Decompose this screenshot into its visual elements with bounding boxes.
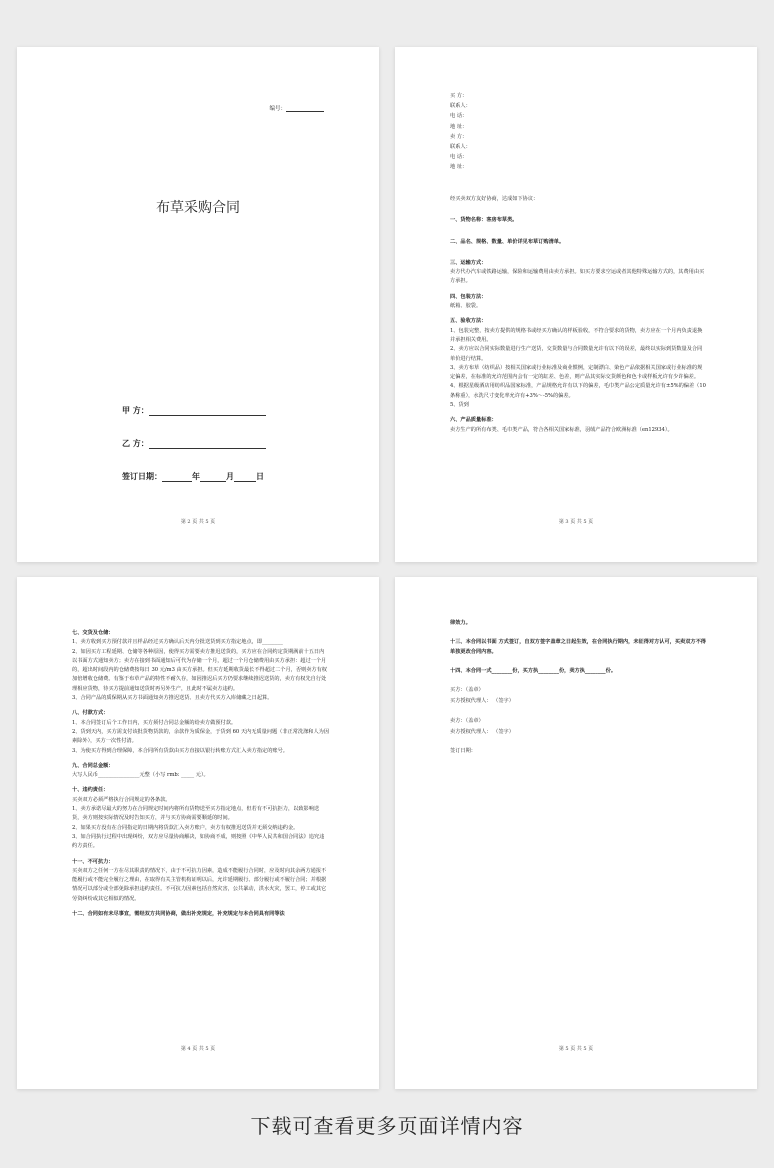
clause: 3、为使买方得到合理保障，本合同所有货款由买方直接以银行转账方式汇入卖方指定的账号。 bbox=[72, 747, 288, 754]
section-heading: 十、违约责任： bbox=[72, 787, 109, 794]
section-heading: 三、运输方式： bbox=[450, 259, 487, 266]
section-heading: 十一、不可抗力： bbox=[72, 858, 114, 865]
info-row: 地 址： bbox=[450, 164, 468, 171]
contract-body bbox=[450, 619, 707, 757]
buyer-representative: 买方授权代理人： （签字） bbox=[450, 698, 514, 705]
contract-page-5 bbox=[395, 577, 757, 1089]
section-body: 大写人民币________________元整（小写 rmb: _____ 元）。 bbox=[72, 772, 209, 779]
section-body: 纸箱、胶袋。 bbox=[450, 303, 482, 310]
buyer-seal: 买方：（盖章） bbox=[450, 687, 484, 694]
section-heading: 十二、合同如有未尽事宜，需经双方共同协商，做出补充规定，补充规定与本合同具有同等法 bbox=[72, 911, 285, 918]
page-title: 布草采购合同 bbox=[156, 200, 240, 216]
contract-number: 编号： bbox=[269, 104, 324, 112]
clause: 1、包装完整，按卖方提供的规格书或经买方确认的样板验收，不符合要求的货物，卖方应在一个月内负责退换并承担相关费用。 bbox=[450, 327, 703, 343]
clause: 3、合同产品的质保期从买方书面通知卖方推迟送货、且卖方代买方入库储藏之日起算。 bbox=[72, 695, 273, 702]
section-body: 卖方生产的所有布类、毛巾类产品，符合各相关国家标准，羽绒产品符合欧洲标准（en12934）。 bbox=[450, 426, 673, 433]
party-b-blank bbox=[149, 440, 266, 449]
clause: 2、货到天内，买方需支付该批货物货款的，余款作为质保金，于货到 60 天内无质量问题（非正常洗涤和人为因素除外），买方一次性付清。 bbox=[72, 728, 330, 745]
info-row: 地 址： bbox=[450, 123, 468, 130]
intro-text: 经买卖双方友好协商，达成如下协议： bbox=[450, 196, 539, 202]
clause: 4、根据星级酒店用纺织品国家标准，产品规格允许有以下的偏差，毛巾类产品公定质量允许有±5%的偏差（10条称重），水洗尺寸变化率允许有+3%～-5%的偏差。 bbox=[450, 383, 706, 399]
contract-page-3 bbox=[395, 47, 757, 562]
clause: 1、卖方承诺尽最大的努力在合同规定时间内将所有货物送至买方指定地点，但若有不可抗拒力，以致影响送货，卖方则按实际情况及时告知买方，并与买方协商需要顺延的时间。 bbox=[72, 806, 320, 822]
party-a-blank bbox=[149, 407, 266, 416]
section-heading: 五、验收方法： bbox=[450, 318, 487, 325]
page-footer: 第 4 页 共 5 页 bbox=[180, 1046, 216, 1052]
info-row: 联系人： bbox=[450, 103, 471, 110]
clause: 1、卖方收到买方预付款并且样品经过买方确认后天内分批送货到买方指定地点，即________ bbox=[72, 639, 283, 646]
section-heading: 十四、本合同一式________份，买方执________份，卖方执________份。 bbox=[450, 667, 617, 674]
section-heading: 九、合同总金额： bbox=[72, 762, 114, 769]
download-caption[interactable]: 下载可查看更多页面详情内容 bbox=[250, 1114, 524, 1138]
clause: 1、本合同签订后个工作日内，买方须付合同总金额的给卖方做预付款。 bbox=[72, 719, 237, 726]
page-footer: 第 5 页 共 5 页 bbox=[558, 1046, 594, 1052]
page-footer: 第 3 页 共 5 页 bbox=[558, 519, 594, 525]
section-heading: 二、品名、规格、数量、单价详见布草订购清单。 bbox=[450, 238, 565, 245]
section-heading: 七、交货及仓储： bbox=[72, 630, 114, 636]
seller-representative: 卖方授权代理人： （签字） bbox=[450, 729, 514, 736]
section-heading: 十三、本合同以书面 方式签订，自双方签字盖章之日起生效，在合同执行期内，未征得对方认可，买卖双方不得单独更改合同内容。 bbox=[450, 639, 706, 655]
clause: 2、卖方应以合同实际数量进行生产送货，交货数量与合同数量允许有以下的误差，最终以实际到货数量及合同单价进行结算。 bbox=[450, 346, 703, 362]
sign-date-line: 签订日期： 年 月 日 bbox=[122, 472, 264, 481]
section-heading: 四、包装方法： bbox=[450, 293, 487, 300]
sign-date: 签订日期： bbox=[450, 748, 476, 755]
info-row: 电 话： bbox=[450, 113, 468, 120]
page-footer: 第 2 页 共 5 页 bbox=[180, 519, 216, 525]
party-info bbox=[450, 91, 707, 173]
contract-page-4 bbox=[17, 577, 379, 1089]
info-row: 联系人： bbox=[450, 144, 471, 151]
clause: 5、货到 bbox=[450, 402, 469, 409]
clause: 2、如果买方没有在合同指定的日期内将货款汇入卖方账户，卖方有权推迟送货并无须交纳违约金。 bbox=[72, 824, 299, 831]
info-row: 电 话： bbox=[450, 154, 468, 161]
number-blank bbox=[286, 105, 324, 112]
section-heading: 一、货物名称：客房布草类。 bbox=[450, 217, 518, 224]
clause: 2、如因买方工程延期、仓储等各种原因，使得买方需要卖方推迟送货的，买方应在合同约定货期满前十五日内以书面方式通知卖方；卖方在接到书面通知后可代为存储一个月，超过一个月仓储费用由买方承担：超过一个月的，超出时间段内的仓储费按每日 30 元/m3 由买方承担。但买方延期收货最长不得超过二个月，否则卖方有权加倍增收仓储费。有鉴于布草产品的特性不耐久存，如因推迟后买方仍要求继续推迟送货的，卖方有权先自行处理相应货物，待买方提前通知送货时再另外生产，且此时不属卖方违约。 bbox=[72, 648, 327, 692]
section-heading: 六、产品质量标准： bbox=[450, 417, 497, 424]
clause: 3、如合同执行过程中出现纠纷，双方应尽量协商解决，如协商不成，则按照《中华人民共和国合同法》追究违约方责任。 bbox=[72, 833, 325, 850]
seller-seal: 卖方：（盖章） bbox=[450, 717, 484, 724]
contract-body bbox=[450, 195, 707, 435]
section-body: 买卖双方之任何一方在尽其职责的情况下，由于不可抗力因素，造成不能履行合同时，应及时向其余两方通报不能履行或不能完全履行之理由，在取得有关主管机构证明以后，允许延期履行、部分履行或不履行合同；并根据情况可以部分或全部免除承担违约责任。不可抗力因素包括自然灾害，公共暴动，洪水火灾，罢工，停工或其它劳资纠纷或其它相似的情况。 bbox=[72, 867, 327, 902]
section-continuation: 律效力。 bbox=[450, 620, 471, 626]
party-b-line: 乙 方： bbox=[122, 438, 266, 449]
cover-page bbox=[17, 47, 379, 562]
clause: 3、卖方布草（纺织品）按相关国家或行业标准及商业惯例，定制漂白、染色产品依据相关国家或行业标准的规定偏差，在标准的允许范围内会有一定的缸差、色差，则产品其实际交货颜色和色卡或样板允许有少许偏差。 bbox=[450, 364, 703, 381]
section-heading: 八、付款方式： bbox=[72, 710, 109, 717]
clause: 买卖双方必须严格执行合同规定的各条款。 bbox=[72, 796, 171, 803]
party-a-line: 甲 方： bbox=[122, 405, 266, 416]
info-row: 卖 方： bbox=[450, 133, 468, 140]
section-body: 卖方代办汽车或铁路运输，保险和运输费用由卖方承担。如买方要求空运或者其他特殊运输方式的，其费用由买方承担。 bbox=[450, 269, 705, 285]
contract-body bbox=[72, 629, 329, 919]
info-row: 买 方： bbox=[450, 93, 468, 99]
